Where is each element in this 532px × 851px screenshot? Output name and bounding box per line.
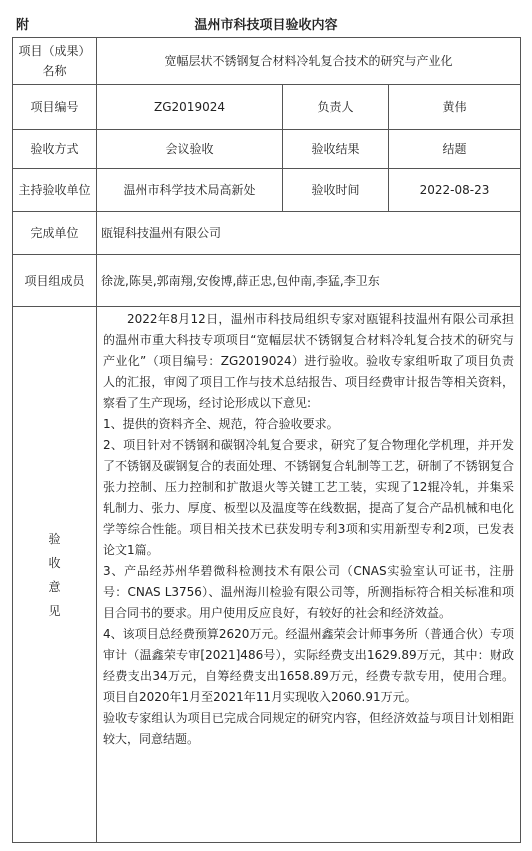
opinion-paragraph-2: 2、项目针对不锈钢和碳钢冷轧复合要求，研究了复合物理化学机理，并开发了不锈钢及碳钢复合的表面处理、不锈钢复合轧制等工艺，研制了不锈钢复合张力控制、压力控制和扩散退火等关键工艺工装，实现了12辊冷轧，并集采轧制力、张力、厚度、板型以及温度等在线数据，提高了复合产品机械和电化学等综合性能。项目相关技术已获发明专利3项和实用新型专利2项，已发表论文1篇。 <box>103 438 515 557</box>
method-value: 会议验收 <box>97 130 283 169</box>
project-name-label: 项目（成果）名称 <box>13 38 97 85</box>
unit-value: 瓯锟科技温州有限公司 <box>97 212 521 255</box>
project-no-value: ZG2019024 <box>97 85 283 130</box>
row-method <box>13 130 521 169</box>
project-no-label: 项目编号 <box>13 85 97 130</box>
leader-value: 黄伟 <box>389 85 521 130</box>
unit-label: 完成单位 <box>13 212 97 255</box>
row-opinion <box>13 307 521 843</box>
row-unit <box>13 212 521 255</box>
opinion-label-char: 意 <box>48 579 61 594</box>
attachment-label: 附 <box>16 18 30 33</box>
opinion-label-char: 验 <box>48 531 61 546</box>
opinion-label-char: 收 <box>48 555 61 570</box>
opinion-paragraph-4: 4、该项目总经费预算2620万元。经温州鑫荣会计师事务所（普通合伙）专项审计（温鑫荣专审[2021]486号），实际经费支出1629.89万元，其中：财政经费支出34万元，自筹经费支出1658.89万元，经费专款专用，使用合理。项目自2020年1月至2021年11月实现收入2060.91万元。 <box>103 627 515 704</box>
opinion-paragraph-1: 1、提供的资料齐全、规范，符合验收要求。 <box>103 417 339 431</box>
method-label: 验收方式 <box>13 130 97 169</box>
acceptance-table <box>12 37 521 843</box>
members-value: 徐泷,陈昊,郭南翔,安俊博,薛正忠,包仲南,李猛,李卫东 <box>97 255 521 307</box>
host-label: 主持验收单位 <box>13 169 97 212</box>
row-project-name <box>13 38 521 85</box>
opinion-paragraph-3: 3、产品经苏州华碧微科检测技术有限公司（CNAS实验室认可证书，注册号：CNAS L3756）、温州海川检验有限公司等，所测指标符合相关标准和项目合同书的要求。用户使用反应良好，有较好的社会和经济效益。 <box>103 564 515 620</box>
row-host <box>13 169 521 212</box>
document-header <box>0 0 532 38</box>
opinion-conclusion: 验收专家组认为项目已完成合同规定的研究内容，但经济效益与项目计划相距较大，同意结题。 <box>103 711 515 746</box>
opinion-label-char: 见 <box>48 603 61 618</box>
row-project-no <box>13 85 521 130</box>
page-title: 温州市科技项目验收内容 <box>194 18 338 33</box>
result-label: 验收结果 <box>283 130 389 169</box>
opinion-label <box>13 307 97 843</box>
opinion-paragraph-intro: 2022年8月12日，温州市科技局组织专家对瓯锟科技温州有限公司承担的温州市重大科技专项项目“宽幅层状不锈钢复合材料冷轧复合技术的研究与产业化”（项目编号：ZG2019024）进行验收。验收专家组听取了项目负责人的汇报，审阅了项目工作与技术总结报告、项目经费审计报告等相关资料，察看了生产现场，经讨论形成以下意见: <box>103 312 515 410</box>
time-label: 验收时间 <box>283 169 389 212</box>
result-value: 结题 <box>389 130 521 169</box>
leader-label: 负责人 <box>283 85 389 130</box>
host-value: 温州市科学技术局高新处 <box>97 169 283 212</box>
project-name-value: 宽幅层状不锈钢复合材料冷轧复合技术的研究与产业化 <box>97 38 521 85</box>
row-members <box>13 255 521 307</box>
time-value: 2022-08-23 <box>389 169 521 212</box>
opinion-content <box>97 307 521 843</box>
members-label: 项目组成员 <box>13 255 97 307</box>
